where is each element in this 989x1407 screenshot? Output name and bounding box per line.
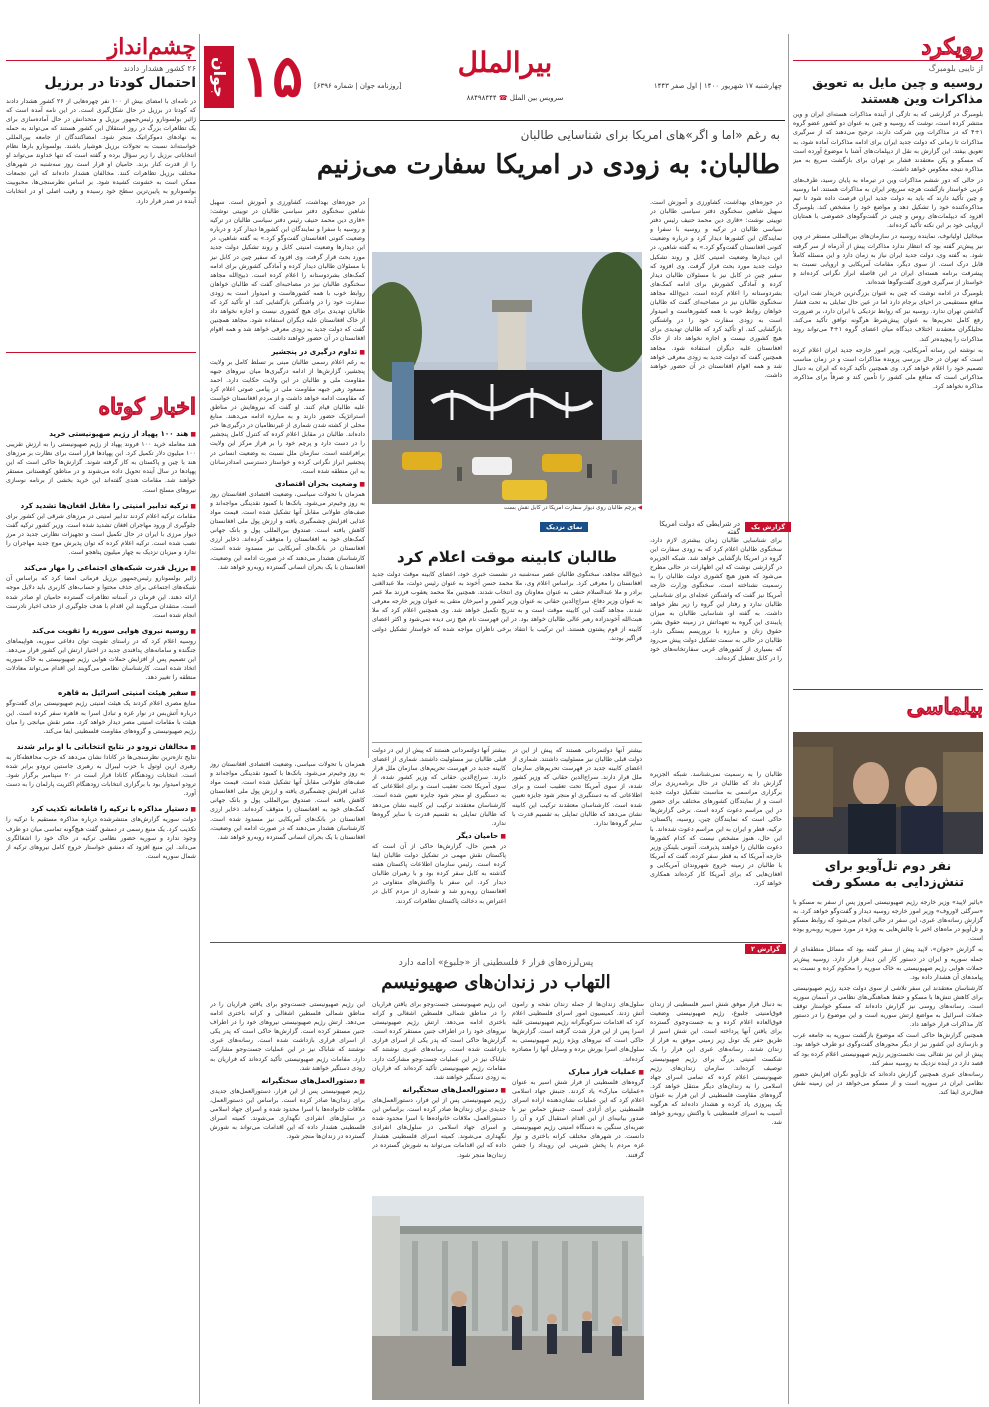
report-2-left-text: این رژیم صهیونیستی جست‌وجو برای یافتن فراریان را در مناطق شمالی فلسطین اشغالی و کرانه باختری ادامه می‌دهد. ارتش رژیم صهیونیستی نیروهای خود را در اطراف جنین مستقر کرده است. گزارش‌ها حاکی است که پدر یکی از اسرای فراری بازداشت شده است. رسانه‌های عبری نوشتند که شاباک نیز در این عملیات جست‌وجو مشارکت دارد. مقامات رژیم صهیونیستی تأکید کرده‌اند که فراریان به زودی دستگیر خواهند شد. (372, 1001, 506, 1081)
report-1-sub-body: در همین حال، گزارش‌ها حاکی از آن است که پاکستان نقش مهمی در تشکیل دولت طالبان ایفا کرده است. رئیس سازمان اطلاعات پاکستان هفته گذشته به کابل سفر کرده بود و با رهبران طالبان دیدار کرد. این سفر با واکنش‌های متفاوتی در افغانستان روبه‌رو شد و شماری از مردم کابل در اعتراض به دخالت پاکستان تظاهرات کردند. (372, 842, 506, 905)
section-title-briefs: اخبار کوتاه (98, 394, 196, 420)
brand-name: بیرالملل (457, 46, 553, 79)
report-1-sub-section (372, 746, 506, 940)
brief-item (6, 501, 196, 558)
report-1-headline: طالبان کابینه موقت اعلام کرد (396, 548, 618, 566)
report-2-body-mid (512, 1000, 644, 1200)
sub-title-economy: ■ وضعیت بحران اقتصادی (210, 479, 365, 489)
masthead (200, 38, 785, 118)
issue-info: [روزنامه جوان | شماره ۶۳۹۶] (314, 82, 402, 90)
brief-body: ژائیر بولسونارو رئیس‌جمهور برزیل فرمانی امضا کرد که براساس آن شبکه‌های اجتماعی برای حذف محتوا و حساب‌های کاربری باید دلایل موجه ارائه دهند. این فرمان در آستانه تظاهرات گسترده حامیان او صادر شده است. منتقدان می‌گویند این اقدام با هدف جلوگیری از حذف اخبار نادرست انجام شده است. (6, 575, 196, 619)
main-headline: طالبان: به زودی در امریکا سفارت می‌زنیم (316, 150, 780, 180)
main-left-part-3: همزمان با تحولات سیاسی، وضعیت اقتصادی افغانستان روز به روز وخیم‌تر می‌شود. بانک‌ها با کمبود نقدینگی مواجه‌اند و صف‌های طولانی مقابل آنها تشکیل شده است. قیمت مواد غذایی افزایش چشمگیری یافته و ارزش پول ملی افغانستان کاهش یافته است. صندوق بین‌المللی پول و بانک جهانی کمک‌های خود به افغانستان را متوقف کرده‌اند. ذخایر ارزی افغانستان در بانک‌های آمریکایی نیز مسدود شده است. کارشناسان هشدار می‌دهند که در صورت ادامه این وضعیت، افغانستان با یک بحران انسانی گسترده روبه‌رو خواهد شد. (210, 490, 365, 571)
brief-item (6, 804, 196, 861)
photo-story-body (793, 898, 983, 1398)
section-title-diplomacy: بیلماسی (906, 694, 983, 720)
photo-body-p5: رسانه‌های عبری همچنین گزارش داده‌اند که تل‌آویو نگران افزایش حضور نظامی ایران در سوریه است و از مسکو می‌خواهد در این زمینه نقش فعال‌تری ایفا کند. (793, 1070, 983, 1096)
photo-headline: نفر دوم تل‌آویو برای تنش‌زدایی به مسکو رفت (811, 858, 965, 889)
report-1-sub-lead: بیشتر آنها دولتمردانی هستند که پیش از این در دولت قبلی طالبان نیز مسئولیت داشتند. شماری از اعضای کابینه جدید در فهرست تحریم‌های سازمان ملل قرار دارند. سراج‌الدین حقانی که وزیر کشور شده، از سوی آمریکا تحت تعقیب است و برای اطلاعاتی که به دستگیری او منجر شود جایزه تعیین شده است. کارشناسان معتقدند ترکیب این کابینه نشان می‌دهد که طالبان تمایلی به تقسیم قدرت با سایر گروه‌ها ندارد. (372, 747, 506, 827)
logo-number: ۱۵ (240, 42, 304, 110)
right-body-p4: بلومبرگ در ادامه نوشت که چین به عنوان بزرگ‌ترین خریدار نفت ایران، منافع مستقیمی در احیای برجام دارد اما در عین حال تمایلی به تحت فشار گذاشتن تهران ندارد. روسیه نیز که روابط نزدیکی با ایران دارد، بر ضرورت رفع کامل تحریم‌ها به عنوان پیش‌شرط هرگونه توافق تأکید می‌کند. تحلیلگران معتقدند اختلاف دیدگاه میان اعضای گروه ۱+۴ می‌تواند روند مذاکرات را پیچیده‌تر کند. (793, 290, 983, 343)
main-story-tail-text: همزمان با تحولات سیاسی، وضعیت اقتصادی افغانستان روز به روز وخیم‌تر می‌شود. بانک‌ها با کمبود نقدینگی مواجه‌اند و صف‌های طولانی مقابل آنها تشکیل شده است. قیمت مواد غذایی افزایش چشمگیری یافته و ارزش پول ملی افغانستان کاهش یافته است. صندوق بین‌المللی پول و بانک جهانی کمک‌های خود به افغانستان را متوقف کرده‌اند. ذخایر ارزی افغانستان در بانک‌های آمریکایی نیز مسدود شده است. کارشناسان هشدار می‌دهند که در صورت ادامه این وضعیت، افغانستان با یک بحران انسانی گسترده روبه‌رو خواهد شد. (210, 761, 365, 841)
right-body (793, 110, 983, 698)
report-2-mid-text: سلول‌های زندان‌ها از جمله زندان نفحه و رامون آتش زدند. کمیسیون امور اسرای فلسطینی اعلام کرد که اقدامات سرکوبگرانه رژیم صهیونیستی علیه اسرا پس از این فرار شدت گرفته است. گزارش‌ها حاکی است که نیروهای ویژه رژیم صهیونیستی به سلول‌های اسرا یورش برده و وسایل آنها را مصادره کرده‌اند. (512, 1001, 644, 1063)
brief-title: ■ هند ۱۰۰ پهپاد از رژیم صهیونیستی خرید (6, 429, 196, 439)
prison-photo (372, 1196, 644, 1400)
brief-title: ■ ترکیه تدابیر امنیتی را مقابل افغان‌ها تشدید کرد (6, 501, 196, 511)
main-left-part-1: در حوزه‌های بهداشت، کشاورزی و آموزش است. سهیل شاهین سخنگوی دفتر سیاسی طالبان در توییتی نوشت: «قاری دین محمد حنیف رئیس دفتر سیاسی طالبان در ترکیه و روسیه با سفرا و نمایندگان این کشورها دیدار کرد و درباره وضعیت کنونی افغانستان گفت‌وگو کرد.» به گفته شاهین، در این دیدارها وضعیت امنیتی کابل و روند تشکیل دولت جدید مورد بحث قرار گرفت. وی افزود که سفیر چین در کابل نیز با مسئولان طالبان دیدار کرده و آمادگی کشورش برای ادامه کمک‌های بشردوستانه را اعلام کرده است. ذبیح‌الله مجاهد سخنگوی طالبان نیز در مصاحبه‌ای گفت که طالبان خواهان روابط خوب با همه کشورهاست و امیدوار است به زودی سفارت خود را در واشنگتن بازگشایی کند. او تأکید کرد که طالبان تهدیدی برای هیچ کشوری نیست و اجازه نخواهد داد از خاک افغانستان علیه دیگران استفاده شود. مجاهد همچنین گفت که دولت جدید به زودی معرفی خواهد شد و همه اقوام افغانستان در آن حضور خواهند داشت. (210, 199, 365, 343)
brief-title: ■ دستیار مذاکره با ترکیه را قاطعانه تکذیب کرد (6, 804, 196, 814)
main-story-col-left (210, 198, 365, 753)
brief-title: ■ برزیل قدرت شبکه‌های اجتماعی را مهار می‌کند (6, 563, 196, 573)
service-line (440, 94, 590, 102)
report-2-body-left (372, 1000, 506, 1200)
service-label: سرویس بین الملل (509, 94, 564, 102)
phone-icon: ☎ (498, 94, 508, 102)
report-1-tag: گزارش یک (745, 522, 791, 532)
report-2-tag: گزارش ۲ (745, 944, 786, 954)
right-body-p1: بلومبرگ در گزارشی که به تازگی از آینده مذاکرات هسته‌ای ایران و وین منتشر کرده است، نوشت که روسیه و چین به عنوان دو کشور عضو گروه ۱+۴ که در مذاکرات وین شرکت دارند، ترجیح می‌دهند که از سرگیری مذاکرات تا زمانی که دولت جدید ایران برای ادامه مذاکرات آماده شود، به تعویق بیفتد. این گزارش به نقل از دیپلمات‌های آشنا با موضوع آورده است که مسکو و پکن معتقدند فشار بر تهران برای بازگشت سریع به میز مذاکره نتیجه معکوس خواهد داشت. (793, 111, 983, 173)
section-title-rooykard: رویکرد (921, 34, 983, 60)
briefs-list (6, 426, 196, 1401)
report-1-body-right: برای شناسایی طالبان زمان بیشتری لازم دارد، سخنگوی طالبان اعلام کرد که به زودی سفارت این گروه در امریکا بازگشایی خواهد شد. شبکه الجزیره در گزارشی نوشت که این اظهارات در حالی مطرح می‌شود که هنوز هیچ کشوری دولت طالبان را به رسمیت نشناخته است. سخنگوی وزارت خارجه آمریکا نیز گفت که واشنگتن عجله‌ای برای شناسایی طالبان ندارد و رفتار این گروه را زیر نظر خواهد داشت. به گفته او، شناسایی طالبان به میزان پایبندی این گروه به تعهداتش در زمینه حقوق بشر، حقوق زنان و مبارزه با تروریسم بستگی دارد. طالبان در حالی به سمت تشکیل دولت پیش می‌رود که بسیاری از کشورهای غربی سفارتخانه‌های خود را در کابل تعطیل کرده‌اند. (650, 537, 782, 663)
main-left-part-2: به رغم اعلام رسمی طالبان مبنی بر تسلط کامل بر ولایت پنجشیر، گزارش‌ها از ادامه درگیری‌ها میان نیروهای جبهه مقاومت ملی و طالبان در این ولایت حکایت دارد. احمد مسعود رهبر جبهه مقاومت ملی در پیامی صوتی اعلام کرد که مقاومت ادامه خواهد داشت و از مردم افغانستان خواست علیه طالبان قیام کنند. او گفت که نیروهایش در مناطق استراتژیک حضور دارند و به مبارزه ادامه می‌دهند. منابع محلی از کشته شدن شماری از غیرنظامیان در درگیری‌ها خبر داده‌اند. طالبان در مقابل اعلام کرده که کنترل کامل پنجشیر را در دست دارد و پرچم خود را بر فراز مرکز این ولایت برافراشته است. سازمان ملل نسبت به وضعیت انسانی در پنجشیر ابراز نگرانی کرده و خواستار دسترسی امدادرسانان به این منطقه شده است. (210, 358, 365, 475)
brief-body: منابع مصری اعلام کردند یک هیئت امنیتی رژیم صهیونیستی برای گفت‌وگو درباره آتش‌بس در نوار غزه و تبادل اسرا به قاهره سفر کرده است. این هیئت با مقامات امنیتی مصر دیدار خواهد کرد. مصر نقش میانجی را میان رژیم صهیونیستی و گروه‌های مقاومت فلسطینی ایفا می‌کند. (6, 700, 196, 735)
report-1-lead: در شرایطی که دولت امریکا گفته (659, 520, 740, 536)
photo-body-p4: همچنین گزارش‌ها حاکی است که موضوع بازگشت سوریه به جامعه عرب و بازسازی این کشور نیز از دیگر محورهای گفت‌وگوی دو طرف خواهد بود. پیش از این نیز نفتالی بنت نخست‌وزیر رژیم صهیونیستی اعلام کرده بود که قصد دارد در آینده نزدیک به روسیه سفر کند. (793, 1032, 983, 1067)
brief-title: ■ روسیه نیروی هوایی سوریه را تقویت می‌کند (6, 626, 196, 636)
left-kicker: ۲۶ کشور هشدار دادند (123, 64, 196, 73)
report-2-sub-title-1: ■ عملیات فرار مبارک (512, 1067, 644, 1077)
main-story-col-right: در حوزه‌های بهداشت، کشاورزی و آموزش است. سهیل شاهین سخنگوی دفتر سیاسی طالبان در توییتی نوشت: «قاری دین محمد حنیف رئیس دفتر سیاسی طالبان در ترکیه و روسیه با سفرا و نمایندگان این کشورها دیدار کرد و درباره وضعیت کنونی افغانستان گفت‌وگو کرد.» به گفته شاهین، در این دیدارها وضعیت امنیتی کابل و روند تشکیل دولت جدید مورد بحث قرار گرفت. وی افزود که سفیر چین در کابل نیز با مسئولان طالبان دیدار کرده و آمادگی کشورش برای ادامه کمک‌های بشردوستانه را اعلام کرده است. ذبیح‌الله مجاهد سخنگوی طالبان نیز در مصاحبه‌ای گفت که طالبان خواهان روابط خوب با همه کشورهاست و امیدوار است به زودی سفارت خود را در واشنگتن بازگشایی کند. او تأکید کرد که طالبان تهدیدی برای هیچ کشوری نیست و اجازه نخواهد داد از خاک افغانستان علیه دیگران استفاده شود. مجاهد همچنین گفت که دولت جدید به زودی معرفی خواهد شد و همه اقوام افغانستان در آن حضور خواهند داشت. (650, 199, 782, 379)
brief-body: هند معامله خرید ۱۰۰ فروند پهپاد از رژیم صهیونیستی را به ارزش تقریبی ۱۰۰ میلیون دلار تکمیل کرد. این پهپادها قرار است برای نظارت بر مرزهای هند با چین و پاکستان به کار گرفته شوند. گزارش‌ها حاکی است که این پهپادها در سال آینده تحویل داده می‌شوند و در مناطق کوهستانی مستقر خواهند شد. مقامات هندی گفته‌اند این خرید بخشی از برنامه نوسازی نیروهای مسلح است. (6, 441, 196, 494)
brief-body: روسیه اعلام کرد که در راستای تقویت توان دفاعی سوریه، هواپیماهای جنگنده و سامانه‌های پدافندی جدید در اختیار ارتش این کشور قرار می‌دهد. این تصمیم پس از افزایش حملات هوایی رژیم صهیونیستی به خاک سوریه اتخاذ شده است. کارشناسان نظامی می‌گویند این اقدام می‌تواند معادلات منطقه را تغییر دهد. (6, 637, 196, 682)
report-1-body-left: ذبیح‌الله مجاهد، سخنگوی طالبان عصر سه‌شنبه در نشست خبری خود، اعضای کابینه موقت دولت جدید افغانستان را معرفی کرد. براساس اعلام وی، ملا محمد حسن آخوند به عنوان رئیس دولت، ملا عبدالغنی برادر و ملا عبدالسلام حنفی به عنوان معاونان وی انتخاب شدند. همچنین ملا محمد یعقوب فرزند ملا عمر به عنوان وزیر دفاع، سراج‌الدین حقانی به عنوان وزیر کشور و امیرخان متقی به عنوان وزیر خارجه معرفی شدند. مجاهد گفت این کابینه موقت است و به تدریج تکمیل خواهد شد. وی همچنین اعلام کرد که ملا هبت‌الله آخوندزاده رهبر عالی طالبان خواهد بود. در این فهرست نام هیچ زنی دیده نمی‌شود و اکثر اعضای کابینه از قوم پشتون هستند. این ترکیب با انتقاد برخی ناظران مواجه شده که خواستار تشکیل دولتی فراگیر بودند. (372, 571, 642, 642)
date-info: چهارشنبه ۱۷ شهریور ۱۴۰۰ | اول صفر ۱۴۴۳ (653, 82, 782, 90)
left-body: در نامه‌ای با امضای بیش از ۱۰۰ نفر چهره‌هایی از ۲۶ کشور هشدار دادند که کودتا در برزیل در حال شکل‌گیری است. در این نامه آمده است که ژائیر بولسونارو رئیس‌جمهور برزیل و متحدانش در حال آماده‌سازی برای یک تظاهرات بزرگ در روز استقلال این کشور هستند که می‌تواند به حمله به نهادهای دموکراتیک منجر شود. امضاکنندگان از جامعه بین‌المللی خواسته‌اند نسبت به تحولات برزیل هوشیار باشند. بولسونارو بارها نظام انتخاباتی برزیل را زیر سؤال برده و گفته است که تنها خداوند می‌تواند او را از قدرت کنار بزند. حامیان او قرار است روز سه‌شنبه در شهرهای مختلف برزیل تظاهرات کنند. مخالفان هشدار داده‌اند که این تجمعات ممکن است به خشونت کشیده شود. بر اساس نظرسنجی‌ها، محبوبیت بولسونارو به پایین‌ترین سطح خود رسیده و رقیب اصلی او در انتخابات آینده در صدر قرار دارد. (6, 97, 196, 205)
main-story-tail (210, 760, 365, 940)
brief-body: نتایج تازه‌ترین نظرسنجی‌ها در کانادا نشان می‌دهد که حزب محافظه‌کار به رهبری ارین اوتول با حزب لیبرال به رهبری جاستین ترودو برابر شده است. انتخابات زودهنگام کانادا قرار است در ۲۰ سپتامبر برگزار شود. ترودو امیدوار بود با برگزاری انتخابات زودهنگام اکثریت پارلمان را به دست آورد. (6, 753, 196, 798)
right-headline: روسیه و چین مایل به تعویق مذاکرات وین هستند (812, 75, 983, 106)
right-body-p2: در حالی که دور ششم مذاکرات وین در تیرماه به پایان رسید، طرف‌های غربی خواستار بازگشت هرچه سریع‌تر ایران به مذاکرات هستند. اما روسیه و چین تأکید دارند که باید به دولت جدید ایران فرصت داده شود تا تیم مذاکره‌کننده خود را تشکیل دهد و مواضع خود را مشخص کند. بلومبرگ افزود که دیپلمات‌های روس و چینی در گفت‌وگوهای خصوصی با همتایان اروپایی خود بر این نکته تأکید کرده‌اند. (793, 176, 983, 230)
left-headline: احتمال کودتا در برزیل (44, 75, 196, 91)
brief-item (6, 626, 196, 683)
brief-item (6, 742, 196, 799)
report-2-far-left-sub-title: ■ دستورالعمل‌های سختگیرانه (210, 1076, 365, 1086)
section-title-cheshmandaz: چشم‌انداز (107, 34, 196, 60)
report-2-kicker: پس‌لرزه‌های فرار ۶ فلسطینی از «جلبوع» ادامه دارد (398, 958, 594, 968)
newspaper-logo (200, 42, 310, 110)
sub-title-panjshir: ■ تداوم درگیری در پنجشیر (210, 347, 365, 357)
report-2-far-left-text: این رژیم صهیونیستی جست‌وجو برای یافتن فراریان را در مناطق شمالی فلسطین اشغالی و کرانه باختری ادامه می‌دهد. ارتش رژیم صهیونیستی نیروهای خود را در اطراف جنین مستقر کرده است. گزارش‌ها حاکی است که پدر یکی از اسرای فراری بازداشت شده است. رسانه‌های عبری نوشتند که شاباک نیز در این عملیات جست‌وجو مشارکت دارد. مقامات رژیم صهیونیستی تأکید کرده‌اند که فراریان به زودی دستگیر خواهند شد. (210, 1001, 365, 1072)
brief-body: دولت سوریه گزارش‌های منتشرشده درباره مذاکره مستقیم با ترکیه را تکذیب کرد. یک منبع رسمی در دمشق گفت هیچ‌گونه تماسی میان دو طرف وجود ندارد و سوریه حضور نظامی ترکیه در خاک خود را اشغالگری می‌داند. این منبع افزود که دمشق خواستار خروج کامل نیروهای ترکیه از شمال سوریه است. (6, 816, 196, 860)
report-1-bottom-mid: بیشتر آنها دولتمردانی هستند که پیش از این در دولت قبلی طالبان نیز مسئولیت داشتند. شماری از اعضای کابینه جدید در فهرست تحریم‌های سازمان ملل قرار دارند. سراج‌الدین حقانی که وزیر کشور شده، از سوی آمریکا تحت تعقیب است و برای اطلاعاتی که به دستگیری او منجر شود جایزه تعیین شده است. کارشناسان معتقدند ترکیب این کابینه نشان می‌دهد که طالبان تمایلی به تقسیم قدرت با سایر گروه‌ها ندارد. (512, 747, 642, 827)
photo-body-p1: «یائیر لاپید» وزیر خارجه رژیم صهیونیستی امروز پس از سفر به مسکو با «سرگئی لاوروف» وزیر امور خارجه روسیه دیدار و گفت‌وگو خواهد کرد. به گزارش رسانه‌های عبری، این سفر در حالی انجام می‌شود که روابط مسکو و تل‌آویو در ماه‌های اخیر با چالش‌هایی به ویژه در مورد سوریه روبه‌رو بوده است. (793, 899, 983, 943)
report-2-sub-body-1: گروه‌های فلسطینی از فرار شش اسیر به عنوان «عملیات مبارک» یاد کردند. جنبش جهاد اسلامی اعلام کرد که این عملیات نشان‌دهنده اراده اسرای فلسطینی برای آزادی است. جنبش حماس نیز با صدور بیانیه‌ای از این اقدام استقبال کرد و آن را ضربه‌ای سنگین به دستگاه امنیتی رژیم صهیونیستی دانست. در شهرهای مختلف کرانه باختری و نوار غزه مردم با پخش شیرینی این رویداد را جشن گرفتند. (512, 1078, 644, 1159)
report-2-body-right: به دنبال فرار موفق شش اسیر فلسطینی از زندان فوق‌امنیتی جلبوع، رژیم صهیونیستی وضعیت فوق‌العاده اعلام کرده و به جست‌وجوی گسترده برای یافتن آنها پرداخته است. این شش اسیر از طریق حفر یک تونل زیر زمینی موفق به فرار از زندان شدند. رسانه‌های عبری این فرار را یک شکست امنیتی بزرگ برای رژیم صهیونیستی توصیف کرده‌اند. سازمان زندان‌های رژیم صهیونیستی اعلام کرده که تمامی اسرای جهاد اسلامی را به زندان‌های دیگر منتقل خواهد کرد. گروه‌های مقاومت فلسطینی از این فرار به عنوان یک پیروزی یاد کرده و هشدار داده‌اند که هرگونه آسیب به اسرای فلسطینی با واکنش روبه‌رو خواهد شد. (650, 1001, 782, 1127)
brief-item (6, 563, 196, 620)
brief-body: مقامات ترکیه اعلام کردند تدابیر امنیتی در مرزهای شرقی این کشور برای جلوگیری از ورود مهاجران افغان تشدید شده است. وزیر کشور ترکیه گفت دیوار مرزی با ایران در حال تکمیل است و تجهیزات نظارتی جدید در مرز نصب شده است. ترکیه اعلام کرده که توان پذیرش موج جدید مهاجران را ندارد و میزبان نزدیک به چهار میلیون پناهجو است. (6, 512, 196, 557)
brief-title: ■ مخالفان ترودو در نتایج انتخاباتی با او برابر شدند (6, 742, 196, 752)
report-2-headline: التهاب در زندان‌های صهیونیسم (381, 972, 611, 993)
right-column (793, 34, 983, 1404)
kabul-embassy-photo (372, 252, 642, 504)
lapid-photo (793, 732, 983, 854)
phone-number: ۸۸۴۹۸۴۴۴ (466, 94, 497, 102)
report-1-bottom-right: طالبان را به رسمیت نمی‌شناسد. شبکه الجزیره گزارش داد که طالبان در حال برنامه‌ریزی برای برگزاری مراسمی به مناسبت تشکیل دولت جدید است و از نمایندگان کشورهای مختلف برای حضور در این مراسم دعوت کرده است. برخی گزارش‌ها حاکی است که نمایندگان چین، روسیه، پاکستان، ترکیه، قطر و ایران به این مراسم دعوت شده‌اند. با این حال، هنوز مشخص نیست که کدام کشورها دعوت طالبان را خواهند پذیرفت. آنتونی بلینکن وزیر خارجه آمریکا که به قطر سفر کرده، گفت که آمریکا با طالبان در زمینه خروج شهروندان آمریکایی و افغان‌هایی که برای آمریکا کار کرده‌اند همکاری خواهد کرد. (650, 771, 782, 888)
photo-body-p3: کارشناسان معتقدند این سفر تلاشی از سوی دولت جدید رژیم صهیونیستی برای کاهش تنش‌ها با مسکو و حفظ هماهنگی‌های نظامی در آسمان سوریه است. رسانه‌های روسی نیز گزارش داده‌اند که مسکو خواستار توقف حملات اسرائیل به مواضع ارتش سوریه است و این موضوع را در دستور کار مذاکرات قرار خواهد داد. (793, 984, 983, 1029)
right-body-p3: میخائیل اولیانوف، نماینده روسیه در سازمان‌های بین‌المللی مستقر در وین نیز پیش‌تر گفته بود که انتظار ندارد مذاکرات پیش از آذرماه از سر گرفته شود. به گفته وی، دولت جدید ایران نیاز به زمان دارد و این مسئله کاملاً قابل درک است. از سوی دیگر، مقامات آمریکایی و اروپایی نسبت به پیشرفت برنامه هسته‌ای ایران در این فاصله ابراز نگرانی کرده‌اند و خواستار از سرگیری فوری گفت‌وگوها شده‌اند. (793, 233, 983, 286)
right-kicker: از تایبی بلومبرگ (928, 64, 983, 73)
left-column (6, 34, 196, 1404)
report-1-sub-title: ■ حامیان دیگر (372, 831, 506, 841)
close-view-tag: نمای نزدیک (540, 522, 588, 532)
photo-body-p2: به گزارش «جوان»، لاپید پیش از سفر گفته بود که مسائل منطقه‌ای از جمله سوریه و ایران در دستور کار این دیدار قرار دارد. روسیه پیش‌تر حملات هوایی رژیم صهیونیستی به خاک سوریه را محکوم کرده و نسبت به پیامدهای آن هشدار داده بود. (793, 946, 983, 981)
report-2-body-far-left (210, 1000, 365, 1400)
main-photo-caption (372, 505, 642, 511)
caption-marker-icon: ◀ (637, 505, 642, 511)
report-2-sub-title-2: ■ دستورالعمل‌های سختگیرانه (372, 1085, 506, 1095)
main-kicker: به رغم «اما و اگر»های امریکا برای شناسایی طالبان (520, 128, 780, 142)
main-story-col-middle (510, 198, 644, 253)
brief-item (6, 429, 196, 495)
brief-title: ■ سفیر هیئت امنیتی اسرائیل به قاهره (6, 688, 196, 698)
logo-word: جوان (204, 46, 234, 108)
report-2-far-left-sub-body: رژیم صهیونیستی پس از این فرار، دستورالعمل‌های جدیدی برای زندان‌ها صادر کرده است. براساس این دستورالعمل، ملاقات خانواده‌ها با اسرا محدود شده و اسرای جهاد اسلامی در سلول‌های انفرادی نگهداری می‌شوند. کمیته اسرای فلسطینی هشدار داده که این اقدامات می‌تواند به شورش گسترده در زندان‌ها منجر شود. (210, 1087, 365, 1141)
report-2-sub-body-2: رژیم صهیونیستی پس از این فرار، دستورالعمل‌های جدیدی برای زندان‌ها صادر کرده است. براساس این دستورالعمل، ملاقات خانواده‌ها با اسرا محدود شده و اسرای جهاد اسلامی در سلول‌های انفرادی نگهداری می‌شوند. کمیته اسرای فلسطینی هشدار داده که این اقدامات می‌تواند به شورش گسترده در زندان‌ها منجر شود. (372, 1096, 506, 1159)
right-body-p5: به نوشته این رسانه آمریکایی، وزیر امور خارجه جدید ایران اعلام کرده است که تهران در حال بررسی پرونده مذاکرات است و در زمان مناسب تصمیم خود را اعلام خواهد کرد. وی همچنین تأکید کرده که ایران به دنبال مذاکراتی است که منافع ملی کشور را تأمین کند و صرفاً برای مذاکره، مذاکره نخواهد کرد. (793, 346, 983, 390)
main-photo-caption-text: پرچم طالبان روی دیوار سفارت امریکا در کابل نقش بست (504, 505, 637, 511)
brief-item (6, 688, 196, 735)
